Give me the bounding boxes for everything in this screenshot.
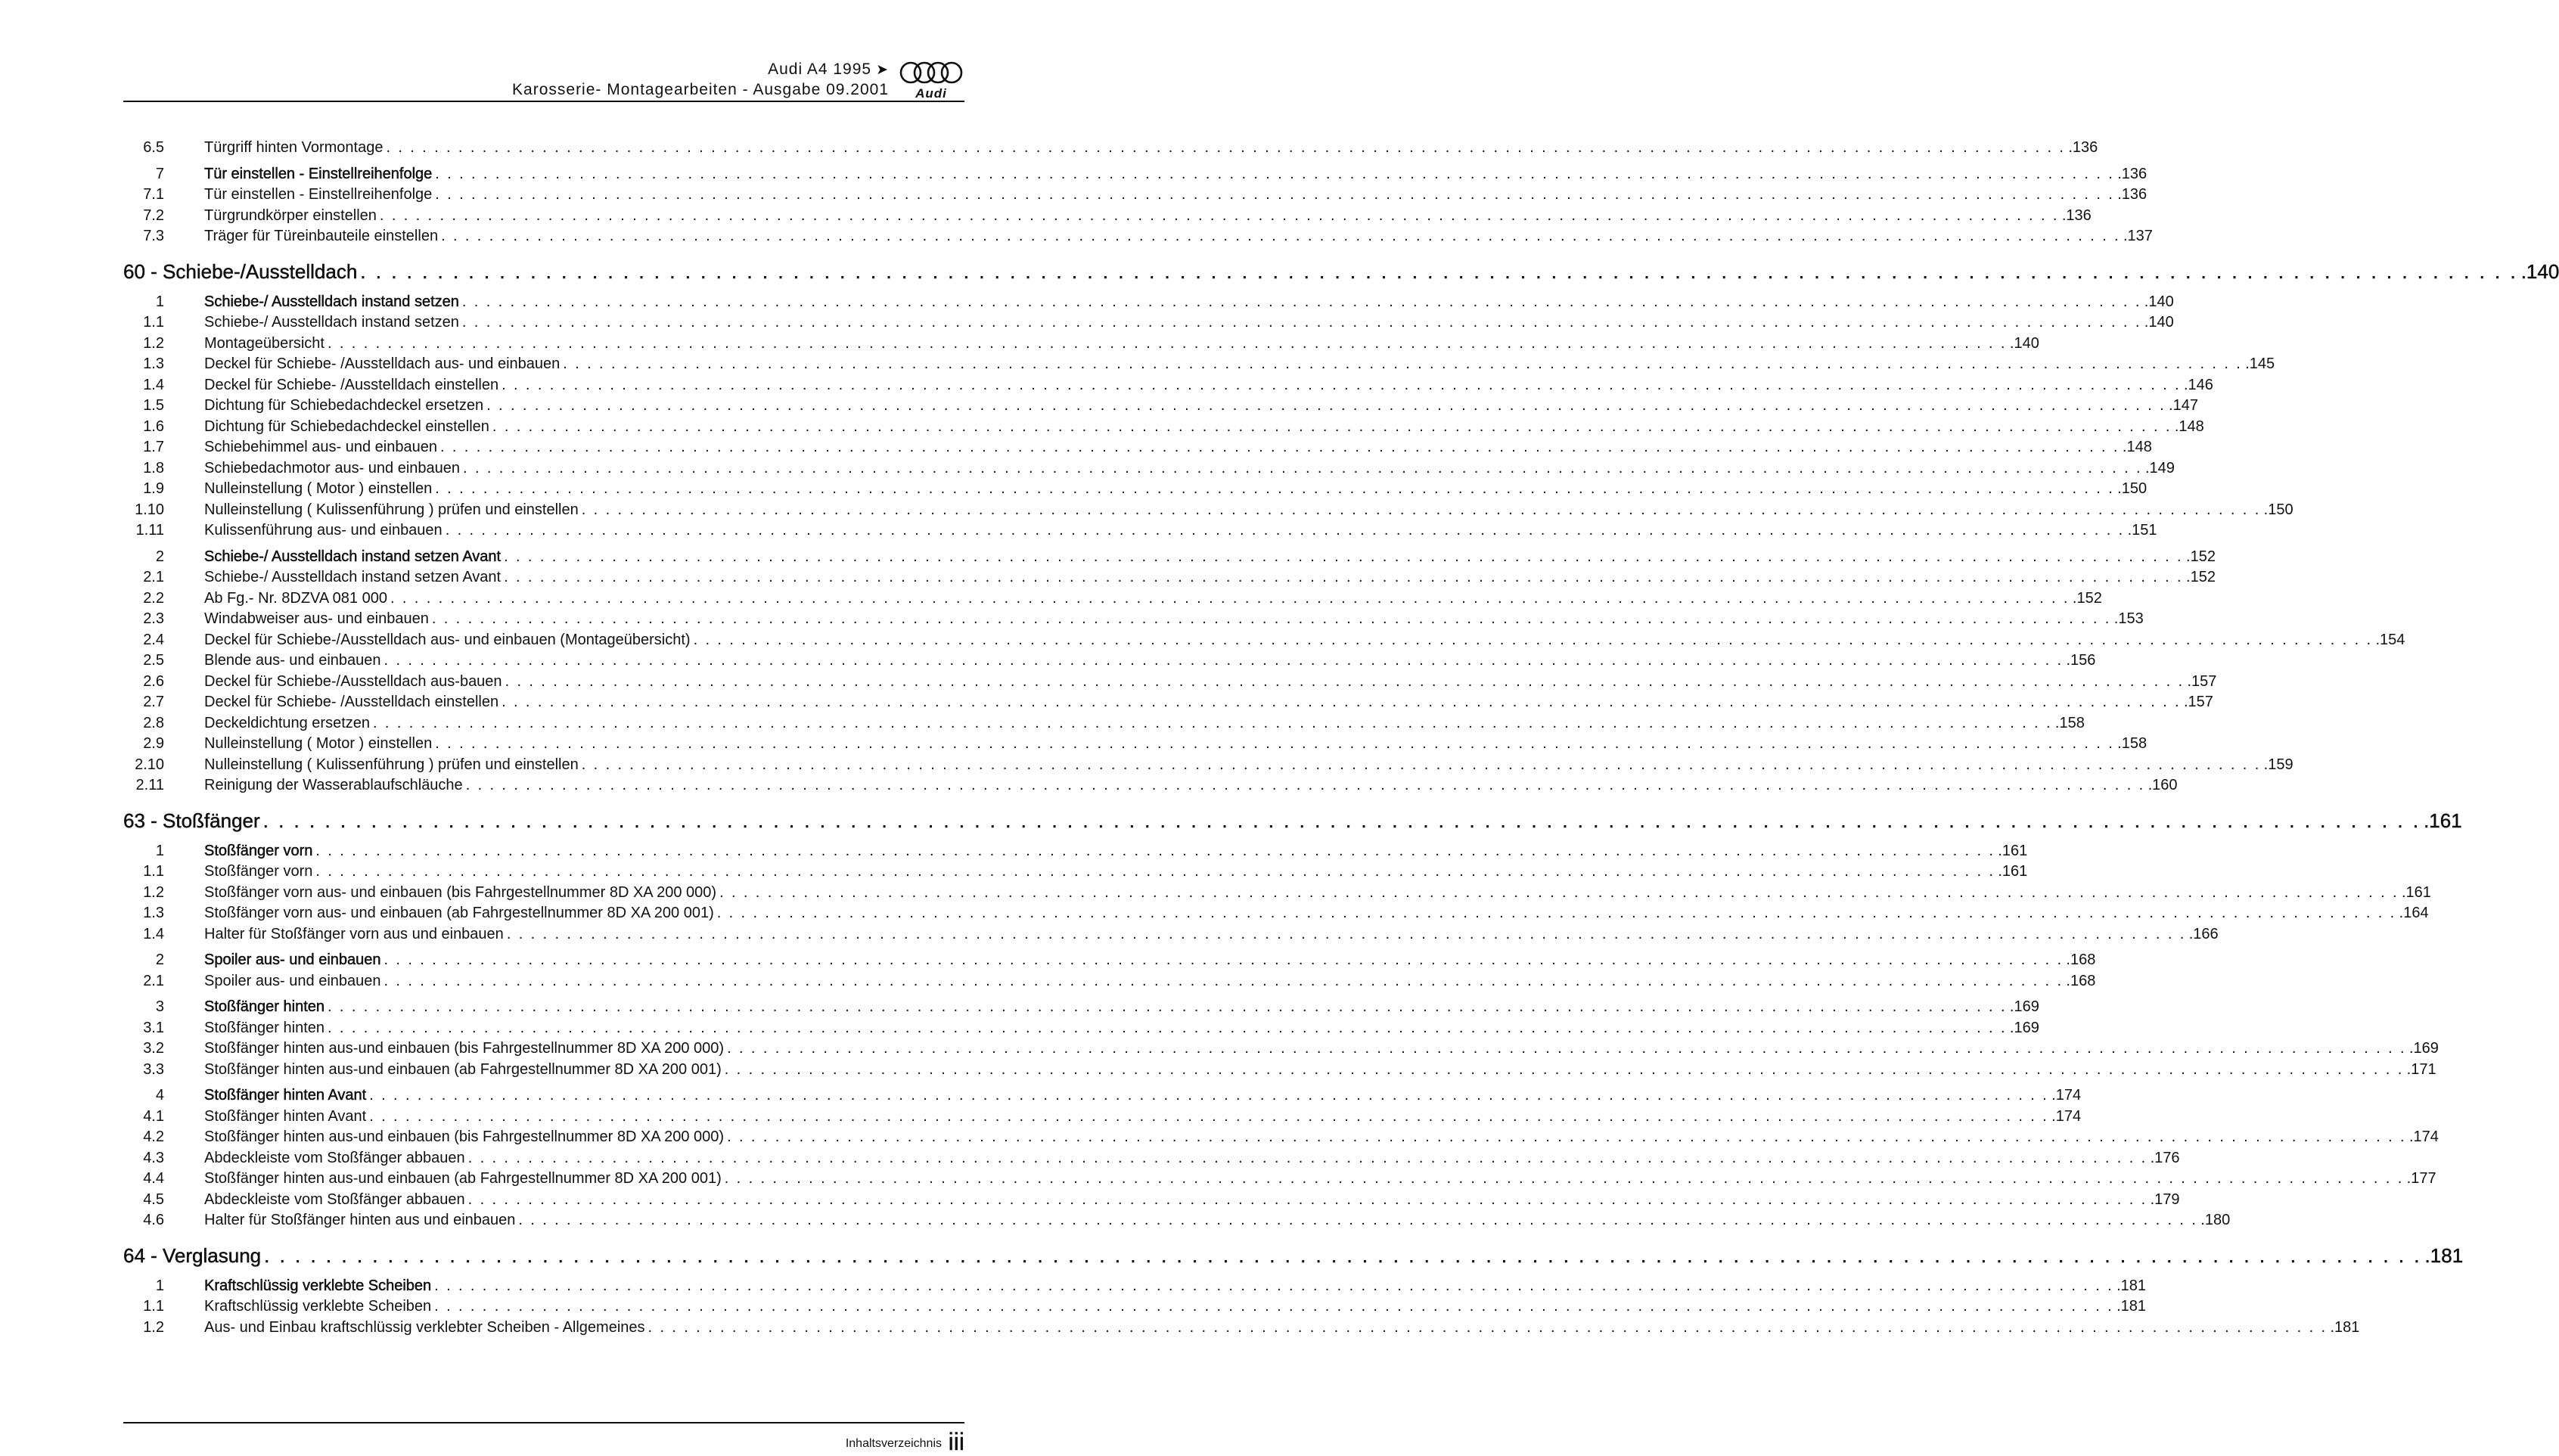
toc-title: Stoßfänger vorn aus- und einbauen (bis Fahrgestellnummer 8D XA 200 000) [204,883,717,901]
toc-page-number: .140 [2009,334,2039,352]
toc-title: Stoßfänger hinten aus-und einbauen (ab Fahrgestellnummer 8D XA 200 001) [204,1060,722,1078]
toc-title: Deckeldichtung ersetzen [204,714,371,731]
toc-entry[interactable] [123,588,2102,610]
toc-title: Spoiler aus- und einbauen [204,952,381,968]
toc-page-number: .174 [2051,1107,2082,1125]
toc-title: 60 - Schiebe-/Ausstelldach [123,259,358,283]
toc-page-number: .168 [2066,952,2096,968]
toc-title: Träger für Türeinbauteile einstellen [204,228,439,244]
toc-number: 1.3 [143,355,164,372]
toc-number: 1.9 [143,480,164,497]
toc-page-number: .140 [2144,314,2174,331]
toc-leader: . . . . . . . . . . . . . . . . . . . . . . . . . . . . . . . . . . . . . . . . . . . . . . . . . . . . . . . . . . . . . . . . . . . . . . . . . . . . . . . . . . . . . . . . . . . . . . . . . . . . . . . . . . . . . . . . . . . . . . . . . . . . . . . . . . . . . . . . . . . . [384,952,2064,968]
toc-entry[interactable] [123,1107,2082,1128]
toc-entry[interactable] [123,692,2213,713]
toc-page-number: .136 [2117,186,2148,203]
toc-page-number: .164 [2399,905,2429,921]
toc-number: 4.2 [143,1128,164,1145]
toc-entry[interactable] [123,437,2152,458]
toc-leader: . . . . . . . . . . . . . . . . . . . . . . . . . . . . . . . . . . . . . . . . . . . . . . . . . . . . . . . . . . . . . . . . . . . . . . . . . . . . . . . . . . . . . . . . . . . . . . . . . . . . . . . . . . . . . . . . . . . . . . . . . . . . . . . . . . . . . . . . . . . . [724,1060,2404,1078]
toc-title: Stoßfänger hinten [204,1019,325,1036]
toc-page-number: .152 [2186,548,2216,565]
toc-number: 4.4 [143,1170,164,1187]
toc-leader: . . . . . . . . . . . . . . . . . . . . . . . . . . . . . . . . . . . . . . . . . . . . . . . . . . . . . . . . . . . . . . . . . . . . . . . . . . . . . . . . . . . . . . . . . . . . . . . . . . . . . . . . . . . . . . . . . . . . . . . . . . . . . . . . . . . . . . . . . . . . [465,777,2145,793]
toc-section[interactable] [123,547,2216,568]
toc-section[interactable] [123,1085,2082,1107]
toc-entry[interactable] [123,1127,2439,1148]
toc-leader: . . . . . . . . . . . . . . . . . . . . . . . . . . . . . . . . . . . . . . . . . . . . . . . . . . . . . . . . . . . . . . . . . . . . . . . . . . . . . . . . . . . . . . . . . . . . . . . . . . . . . . . . . . . . . . . . . . . . . . . . . . . . . . . . . . . . . . . . . . . . [384,652,2064,669]
toc-number: 7.1 [143,186,164,203]
toc-entry[interactable] [123,609,2144,630]
toc-page-number: .158 [2117,735,2148,752]
toc-number: 1 [155,842,164,859]
toc-leader: . . . . . . . . . . . . . . . . . . . . . . . . . . . . . . . . . . . . . . . . . . . . . . . . . . . . . . . . . . . . . . . . . . . . . . . . . . . . . . . . . . . . . . . . . . . . . . . . . . . . . . . . . . . . . . . . . . . . . . . . . . . . . . . . . . . . . . . . . . . . [467,1149,2148,1166]
header-model-line [512,59,889,80]
toc-title: Stoßfänger vorn [204,863,313,880]
toc-title: Stoßfänger vorn [204,842,313,859]
toc-leader: . . . . . . . . . . . . . . . . . . . . . . . . . . . . . . . . . . . . . . . . . . . . . . . . . . . . . . . . . . . . . . . . . . . . . . . . . . . . . . . . . . . . . . . . . . . . . . . . . . . . . . . . . . . . . . . . . . . . . . . . . . . . . . . . . . . . . . . . . . . . [434,1298,2114,1315]
toc-page-number: .160 [2148,777,2178,793]
toc-title: 63 - Stoßfänger [123,809,260,832]
toc-title: Reinigung der Wasserablaufschläuche [204,777,463,793]
toc-leader: . . . . . . . . . . . . . . . . . . . . . . . . . . . . . . . . . . . . . . . . . . . . . . . . . . . . . . . . . . . . . . . . . . . . . . . . . . . . . . . . . . . . . . . . . . . . . . . . . . . . . . . . . . . . . . . . . . . . . . . . . . . . . . . . . . . . . . . . . . . . [264,1243,2422,1267]
toc-entry[interactable] [123,1060,2436,1081]
footer-rule [123,1422,964,1423]
toc-title: Schiebe-/ Ausstelldach instand setzen [204,314,459,331]
toc-title: Stoßfänger vorn aus- und einbauen (ab Fahrgestellnummer 8D XA 200 001) [204,905,714,921]
toc-number: 1.1 [143,863,164,880]
toc-entry[interactable] [123,375,2213,396]
toc-page-number: .136 [2117,165,2148,182]
toc-page-number: .166 [2188,925,2219,942]
toc-page-number: .149 [2144,459,2175,477]
toc-leader: . . . . . . . . . . . . . . . . . . . . . . . . . . . . . . . . . . . . . . . . . . . . . . . . . . . . . . . . . . . . . . . . . . . . . . . . . . . . . . . . . . . . . . . . . . . . . . . . . . . . . . . . . . . . . . . . . . . . . . . . . . . . . . . . . . . . . . . . . . . . [315,842,1995,859]
toc-page-number: .174 [2051,1087,2082,1104]
toc-page-number: .157 [2184,694,2213,710]
toc-title: Stoßfänger hinten aus-und einbauen (bis Fahrgestellnummer 8D XA 200 000) [204,1128,725,1145]
toc-entry[interactable] [123,971,2096,992]
toc-leader: . . . . . . . . . . . . . . . . . . . . . . . . . . . . . . . . . . . . . . . . . . . . . . . . . . . . . . . . . . . . . . . . . . . . . . . . . . . . . . . . . . . . . . . . . . . . . . . . . . . . . . . . . . . . . . . . . . . . . . . . . . . . . . . . . . . . . . . . . . . . [369,1087,2049,1104]
toc-title: Deckel für Schiebe-/Ausstelldach aus- und einbauen (Montageübersicht) [204,631,691,648]
toc-leader: . . . . . . . . . . . . . . . . . . . . . . . . . . . . . . . . . . . . . . . . . . . . . . . . . . . . . . . . . . . . . . . . . . . . . . . . . . . . . . . . . . . . . . . . . . . . . . . . . . . . . . . . . . . . . . . . . . . . . . . . . . . . . . . . . . . . . . . . . . . . [581,756,2261,773]
header-model: Audi A4 1995 [768,61,872,78]
toc-number: 2.7 [143,694,164,710]
toc-page-number: .136 [2068,139,2098,156]
toc-number: 2.11 [135,777,164,793]
toc-leader: . . . . . . . . . . . . . . . . . . . . . . . . . . . . . . . . . . . . . . . . . . . . . . . . . . . . . . . . . . . . . . . . . . . . . . . . . . . . . . . . . . . . . . . . . . . . . . . . . . . . . . . . . . . . . . . . . . . . . . . . . . . . . . . . . . . . . . . . . . . . [724,1170,2404,1187]
toc-leader: . . . . . . . . . . . . . . . . . . . . . . . . . . . . . . . . . . . . . . . . . . . . . . . . . . . . . . . . . . . . . . . . . . . . . . . . . . . . . . . . . . . . . . . . . . . . . . . . . . . . . . . . . . . . . . . . . . . . . . . . . . . . . . . . . . . . . . . . . . . . [463,459,2142,477]
toc-title: Halter für Stoßfänger hinten aus und einbauen [204,1212,516,1228]
arrow-icon: ➤ [876,62,889,78]
toc-leader: . . . . . . . . . . . . . . . . . . . . . . . . . . . . . . . . . . . . . . . . . . . . . . . . . . . . . . . . . . . . . . . . . . . . . . . . . . . . . . . . . . . . . . . . . . . . . . . . . . . . . . . . . . . . . . . . . . . . . . . . . . . . . . . . . . . . . . . . . . . . [716,905,2396,921]
toc-number: 2 [155,548,164,565]
toc-entry[interactable] [123,903,2429,924]
toc-page-number: .161 [2401,883,2431,901]
toc-leader: . . . . . . . . . . . . . . . . . . . . . . . . . . . . . . . . . . . . . . . . . . . . . . . . . . . . . . . . . . . . . . . . . . . . . . . . . . . . . . . . . . . . . . . . . . . . . . . . . . . . . . . . . . . . . . . . . . . . . . . . . . . . . . . . . . . . . . . . . . . . [435,735,2115,752]
toc-title: Schiebedachmotor aus- und einbauen [204,459,461,477]
table-of-contents [123,138,2559,1338]
toc-leader: . . . . . . . . . . . . . . . . . . . . . . . . . . . . . . . . . . . . . . . . . . . . . . . . . . . . . . . . . . . . . . . . . . . . . . . . . . . . . . . . . . . . . . . . . . . . . . . . . . . . . . . . . . . . . . . . . . . . . . . . . . . . . . . . . . . . . . . . . . . . [467,1191,2148,1208]
toc-number: 3.2 [143,1040,164,1057]
toc-number: 7.3 [143,228,164,244]
page-header [123,59,964,103]
toc-page-number: .171 [2406,1060,2436,1078]
toc-number: 2.1 [143,569,164,585]
toc-number: 2.5 [143,652,164,669]
toc-leader: . . . . . . . . . . . . . . . . . . . . . . . . . . . . . . . . . . . . . . . . . . . . . . . . . . . . . . . . . . . . . . . . . . . . . . . . . . . . . . . . . . . . . . . . . . . . . . . . . . . . . . . . . . . . . . . . . . . . . . . . . . . . . . . . . . . . . . . . . . . . [328,1019,2007,1036]
toc-title: Stoßfänger hinten aus-und einbauen (ab Fahrgestellnummer 8D XA 200 001) [204,1170,722,1187]
toc-title: Ab Fg.- Nr. 8DZVA 081 000 [204,589,387,607]
toc-leader: . . . . . . . . . . . . . . . . . . . . . . . . . . . . . . . . . . . . . . . . . . . . . . . . . . . . . . . . . . . . . . . . . . . . . . . . . . . . . . . . . . . . . . . . . . . . . . . . . . . . . . . . . . . . . . . . . . . . . . . . . . . . . . . . . . . . . . . . . . . . [384,972,2064,989]
toc-entry[interactable] [123,185,2148,206]
toc-leader: . . . . . . . . . . . . . . . . . . . . . . . . . . . . . . . . . . . . . . . . . . . . . . . . . . . . . . . . . . . . . . . . . . . . . . . . . . . . . . . . . . . . . . . . . . . . . . . . . . . . . . . . . . . . . . . . . . . . . . . . . . . . . . . . . . . . . . . . . . . . [435,165,2115,182]
toc-page-number: .158 [2054,714,2085,731]
toc-number: 2.3 [143,610,164,627]
toc-title: Schiebehimmel aus- und einbauen [204,439,437,455]
toc-page-number: .154 [2375,631,2405,648]
toc-page-number: .156 [2066,652,2096,669]
toc-title: Spoiler aus- und einbauen [204,972,381,989]
toc-number: 4.1 [143,1107,164,1125]
toc-page-number: .181 [2424,1243,2464,1267]
toc-number: 1 [155,293,164,310]
toc-title: Stoßfänger hinten Avant [204,1107,367,1125]
toc-page-number: .137 [2123,228,2153,244]
toc-page-number: .153 [2113,610,2144,627]
toc-page-number: .146 [2184,376,2213,393]
footer-title: Inhaltsverzeichnis [845,1437,942,1450]
toc-chapter[interactable] [123,256,2559,287]
toc-entry[interactable] [123,883,2431,904]
toc-entry[interactable] [123,1296,2146,1318]
toc-page-number: .181 [2330,1318,2360,1336]
toc-number: 1.11 [135,522,164,539]
toc-entry[interactable] [123,1148,2180,1169]
toc-page-number: .181 [2116,1277,2146,1294]
toc-number: 1.1 [143,314,164,331]
toc-page-number: .168 [2066,972,2096,989]
toc-number: 6.5 [143,139,164,156]
toc-page-number: .157 [2187,672,2217,690]
toc-leader: . . . . . . . . . . . . . . . . . . . . . . . . . . . . . . . . . . . . . . . . . . . . . . . . . . . . . . . . . . . . . . . . . . . . . . . . . . . . . . . . . . . . . . . . . . . . . . . . . . . . . . . . . . . . . . . . . . . . . . . . . . . . . . . . . . . . . . . . . . . . [379,206,2059,224]
toc-number: 2.9 [143,735,164,752]
toc-section[interactable] [123,841,2028,862]
toc-leader: . . . . . . . . . . . . . . . . . . . . . . . . . . . . . . . . . . . . . . . . . . . . . . . . . . . . . . . . . . . . . . . . . . . . . . . . . . . . . . . . . . . . . . . . . . . . . . . . . . . . . . . . . . . . . . . . . . . . . . . . . . . . . . . . . . . . . . . . . . . . [693,631,2373,648]
toc-page-number: .136 [2061,206,2092,224]
toc-number: 1.2 [143,1318,164,1336]
toc-page-number: .180 [2200,1212,2231,1228]
toc-page-number: .147 [2169,397,2198,414]
toc-leader: . . . . . . . . . . . . . . . . . . . . . . . . . . . . . . . . . . . . . . . . . . . . . . . . . . . . . . . . . . . . . . . . . . . . . . . . . . . . . . . . . . . . . . . . . . . . . . . . . . . . . . . . . . . . . . . . . . . . . . . . . . . . . . . . . . . . . . . . . . . . [461,314,2141,331]
toc-entry[interactable] [123,354,2275,375]
toc-entry[interactable] [123,775,2178,796]
toc-entry[interactable] [123,500,2293,521]
toc-page-number: .161 [1998,863,2028,880]
toc-number: 1.8 [143,459,164,477]
toc-page-number: .174 [2409,1128,2439,1145]
toc-entry[interactable] [123,630,2405,651]
toc-entry[interactable] [123,650,2096,672]
toc-entry[interactable] [123,206,2092,227]
toc-leader: . . . . . . . . . . . . . . . . . . . . . . . . . . . . . . . . . . . . . . . . . . . . . . . . . . . . . . . . . . . . . . . . . . . . . . . . . . . . . . . . . . . . . . . . . . . . . . . . . . . . . . . . . . . . . . . . . . . . . . . . . . . . . . . . . . . . . . . . . . . . [315,863,1995,880]
toc-leader: . . . . . . . . . . . . . . . . . . . . . . . . . . . . . . . . . . . . . . . . . . . . . . . . . . . . . . . . . . . . . . . . . . . . . . . . . . . . . . . . . . . . . . . . . . . . . . . . . . . . . . . . . . . . . . . . . . . . . . . . . . . . . . . . . . . . . . . . . . . . [360,259,2518,283]
toc-title: Deckel für Schiebe-/Ausstelldach aus-bauen [204,672,502,690]
toc-section[interactable] [123,292,2174,313]
toc-title: Tür einstellen - Einstellreihenfolge [204,186,433,203]
toc-title: Halter für Stoßfänger vorn aus und einbauen [204,925,504,942]
toc-leader: . . . . . . . . . . . . . . . . . . . . . . . . . . . . . . . . . . . . . . . . . . . . . . . . . . . . . . . . . . . . . . . . . . . . . . . . . . . . . . . . . . . . . . . . . . . . . . . . . . . . . . . . . . . . . . . . . . . . . . . . . . . . . . . . . . . . . . . . . . . . [506,925,2186,942]
toc-number: 2.6 [143,672,164,690]
toc-leader: . . . . . . . . . . . . . . . . . . . . . . . . . . . . . . . . . . . . . . . . . . . . . . . . . . . . . . . . . . . . . . . . . . . . . . . . . . . . . . . . . . . . . . . . . . . . . . . . . . . . . . . . . . . . . . . . . . . . . . . . . . . . . . . . . . . . . . . . . . . . [502,376,2181,393]
toc-title: Dichtung für Schiebedachdeckel ersetzen [204,397,484,414]
toc-number: 1.2 [143,334,164,352]
toc-page-number: .148 [2122,439,2152,455]
toc-number: 1.6 [143,418,164,435]
header-rule [123,101,964,102]
toc-title: Stoßfänger hinten aus-und einbauen (bis Fahrgestellnummer 8D XA 200 000) [204,1040,725,1057]
toc-title: Kulissenführung aus- und einbauen [204,522,443,539]
toc-title: Türgriff hinten Vormontage [204,139,384,156]
toc-page-number: .169 [2009,998,2039,1015]
toc-entry[interactable] [123,672,2217,693]
toc-entry[interactable] [123,334,2039,355]
toc-leader: . . . . . . . . . . . . . . . . . . . . . . . . . . . . . . . . . . . . . . . . . . . . . . . . . . . . . . . . . . . . . . . . . . . . . . . . . . . . . . . . . . . . . . . . . . . . . . . . . . . . . . . . . . . . . . . . . . . . . . . . . . . . . . . . . . . . . . . . . . . . [434,1277,2114,1294]
toc-title: Schiebe-/ Ausstelldach instand setzen Avant [204,548,502,565]
toc-section[interactable] [123,950,2096,971]
toc-title: Türgrundkörper einstellen [204,206,377,224]
toc-leader: . . . . . . . . . . . . . . . . . . . . . . . . . . . . . . . . . . . . . . . . . . . . . . . . . . . . . . . . . . . . . . . . . . . . . . . . . . . . . . . . . . . . . . . . . . . . . . . . . . . . . . . . . . . . . . . . . . . . . . . . . . . . . . . . . . . . . . . . . . . . [327,334,2007,352]
toc-title: Abdeckleiste vom Stoßfänger abbauen [204,1149,465,1166]
toc-entry[interactable] [123,479,2148,500]
toc-title: Deckel für Schiebe- /Ausstelldach einstellen [204,376,499,393]
toc-number: 1.10 [135,501,164,518]
toc-entry[interactable] [123,1210,2231,1231]
toc-entry[interactable] [123,417,2204,438]
toc-leader: . . . . . . . . . . . . . . . . . . . . . . . . . . . . . . . . . . . . . . . . . . . . . . . . . . . . . . . . . . . . . . . . . . . . . . . . . . . . . . . . . . . . . . . . . . . . . . . . . . . . . . . . . . . . . . . . . . . . . . . . . . . . . . . . . . . . . . . . . . . . [502,694,2181,710]
toc-entry[interactable] [123,396,2198,417]
toc-title: Stoßfänger hinten [204,998,325,1015]
toc-title: Tür einstellen - Einstellreihenfolge [204,165,433,182]
toc-number: 1.1 [143,1298,164,1315]
page-footer [123,1422,964,1455]
toc-entry[interactable] [123,520,2157,542]
toc-entry[interactable] [123,138,2098,159]
toc-title: Dichtung für Schiebedachdeckel einstellen [204,418,489,435]
toc-leader: . . . . . . . . . . . . . . . . . . . . . . . . . . . . . . . . . . . . . . . . . . . . . . . . . . . . . . . . . . . . . . . . . . . . . . . . . . . . . . . . . . . . . . . . . . . . . . . . . . . . . . . . . . . . . . . . . . . . . . . . . . . . . . . . . . . . . . . . . . . . [648,1318,2328,1336]
toc-number: 7.2 [143,206,164,224]
toc-entry[interactable] [123,861,2028,883]
toc-title: Schiebe-/ Ausstelldach instand setzen [204,293,459,310]
toc-leader: . . . . . . . . . . . . . . . . . . . . . . . . . . . . . . . . . . . . . . . . . . . . . . . . . . . . . . . . . . . . . . . . . . . . . . . . . . . . . . . . . . . . . . . . . . . . . . . . . . . . . . . . . . . . . . . . . . . . . . . . . . . . . . . . . . . . . . . . . . . . [445,522,2125,539]
toc-page-number: .148 [2174,418,2204,435]
toc-title: Montageübersicht [204,334,325,352]
footer-page-number: iii [948,1428,964,1455]
header-subtitle: Karosserie- Montagearbeiten - Ausgabe 09.2001 [512,81,889,98]
toc-title: Kraftschlüssig verklebte Scheiben [204,1277,432,1294]
toc-page-number: .179 [2150,1191,2180,1208]
toc-leader: . . . . . . . . . . . . . . . . . . . . . . . . . . . . . . . . . . . . . . . . . . . . . . . . . . . . . . . . . . . . . . . . . . . . . . . . . . . . . . . . . . . . . . . . . . . . . . . . . . . . . . . . . . . . . . . . . . . . . . . . . . . . . . . . . . . . . . . . . . . . [719,883,2399,901]
toc-title: Schiebe-/ Ausstelldach instand setzen Avant [204,569,502,585]
toc-number: 1.2 [143,883,164,901]
toc-number: 2.10 [135,756,164,773]
toc-leader: . . . . . . . . . . . . . . . . . . . . . . . . . . . . . . . . . . . . . . . . . . . . . . . . . . . . . . . . . . . . . . . . . . . . . . . . . . . . . . . . . . . . . . . . . . . . . . . . . . . . . . . . . . . . . . . . . . . . . . . . . . . . . . . . . . . . . . . . . . . . [435,186,2115,203]
toc-leader: . . . . . . . . . . . . . . . . . . . . . . . . . . . . . . . . . . . . . . . . . . . . . . . . . . . . . . . . . . . . . . . . . . . . . . . . . . . . . . . . . . . . . . . . . . . . . . . . . . . . . . . . . . . . . . . . . . . . . . . . . . . . . . . . . . . . . . . . . . . . [441,228,2120,244]
audi-logo [898,61,964,103]
toc-leader: . . . . . . . . . . . . . . . . . . . . . . . . . . . . . . . . . . . . . . . . . . . . . . . . . . . . . . . . . . . . . . . . . . . . . . . . . . . . . . . . . . . . . . . . . . . . . . . . . . . . . . . . . . . . . . . . . . . . . . . . . . . . . . . . . . . . . . . . . . . . [262,809,2421,832]
toc-number: 2 [155,952,164,968]
toc-number: 2.1 [143,972,164,989]
toc-leader: . . . . . . . . . . . . . . . . . . . . . . . . . . . . . . . . . . . . . . . . . . . . . . . . . . . . . . . . . . . . . . . . . . . . . . . . . . . . . . . . . . . . . . . . . . . . . . . . . . . . . . . . . . . . . . . . . . . . . . . . . . . . . . . . . . . . . . . . . . . . [518,1212,2198,1228]
toc-number: 1.3 [143,905,164,921]
toc-number: 3.3 [143,1060,164,1078]
toc-number: 2.4 [143,631,164,648]
toc-page-number: .150 [2117,480,2148,497]
toc-number: 4 [155,1087,164,1104]
toc-leader: . . . . . . . . . . . . . . . . . . . . . . . . . . . . . . . . . . . . . . . . . . . . . . . . . . . . . . . . . . . . . . . . . . . . . . . . . . . . . . . . . . . . . . . . . . . . . . . . . . . . . . . . . . . . . . . . . . . . . . . . . . . . . . . . . . . . . . . . . . . . [435,480,2115,497]
toc-page-number: .140 [2520,259,2559,283]
toc-title: Aus- und Einbau kraftschlüssig verklebter Scheiben - Allgemeines [204,1318,645,1336]
toc-entry[interactable] [123,312,2174,334]
toc-leader: . . . . . . . . . . . . . . . . . . . . . . . . . . . . . . . . . . . . . . . . . . . . . . . . . . . . . . . . . . . . . . . . . . . . . . . . . . . . . . . . . . . . . . . . . . . . . . . . . . . . . . . . . . . . . . . . . . . . . . . . . . . . . . . . . . . . . . . . . . . . [486,397,2166,414]
toc-page-number: .152 [2072,589,2102,607]
toc-leader: . . . . . . . . . . . . . . . . . . . . . . . . . . . . . . . . . . . . . . . . . . . . . . . . . . . . . . . . . . . . . . . . . . . . . . . . . . . . . . . . . . . . . . . . . . . . . . . . . . . . . . . . . . . . . . . . . . . . . . . . . . . . . . . . . . . . . . . . . . . . [505,672,2185,690]
toc-page-number: .151 [2127,522,2157,539]
toc-title: Abdeckleiste vom Stoßfänger abbauen [204,1191,465,1208]
toc-page-number: .169 [2009,1019,2039,1036]
toc-number: 1.7 [143,439,164,455]
toc-title: Deckel für Schiebe- /Ausstelldach aus- und einbauen [204,355,561,372]
toc-leader: . . . . . . . . . . . . . . . . . . . . . . . . . . . . . . . . . . . . . . . . . . . . . . . . . . . . . . . . . . . . . . . . . . . . . . . . . . . . . . . . . . . . . . . . . . . . . . . . . . . . . . . . . . . . . . . . . . . . . . . . . . . . . . . . . . . . . . . . . . . . [727,1128,2406,1145]
toc-page-number: .161 [1998,842,2028,859]
toc-title: Nulleinstellung ( Motor ) einstellen [204,735,433,752]
toc-number: 2.8 [143,714,164,731]
toc-page-number: .177 [2406,1170,2436,1187]
toc-number: 4.5 [143,1191,164,1208]
toc-section[interactable] [123,1276,2146,1297]
toc-entry[interactable] [123,1018,2039,1039]
toc-leader: . . . . . . . . . . . . . . . . . . . . . . . . . . . . . . . . . . . . . . . . . . . . . . . . . . . . . . . . . . . . . . . . . . . . . . . . . . . . . . . . . . . . . . . . . . . . . . . . . . . . . . . . . . . . . . . . . . . . . . . . . . . . . . . . . . . . . . . . . . . . [581,501,2261,518]
toc-leader: . . . . . . . . . . . . . . . . . . . . . . . . . . . . . . . . . . . . . . . . . . . . . . . . . . . . . . . . . . . . . . . . . . . . . . . . . . . . . . . . . . . . . . . . . . . . . . . . . . . . . . . . . . . . . . . . . . . . . . . . . . . . . . . . . . . . . . . . . . . . [492,418,2172,435]
toc-page-number: .176 [2150,1149,2180,1166]
toc-section[interactable] [123,997,2039,1018]
toc-title: Stoßfänger hinten Avant [204,1087,367,1104]
toc-leader: . . . . . . . . . . . . . . . . . . . . . . . . . . . . . . . . . . . . . . . . . . . . . . . . . . . . . . . . . . . . . . . . . . . . . . . . . . . . . . . . . . . . . . . . . . . . . . . . . . . . . . . . . . . . . . . . . . . . . . . . . . . . . . . . . . . . . . . . . . . . [328,998,2007,1015]
toc-number: 4.3 [143,1149,164,1166]
toc-entry[interactable] [123,458,2175,480]
toc-entry[interactable] [123,713,2085,734]
toc-entry[interactable] [123,1038,2439,1060]
toc-leader: . . . . . . . . . . . . . . . . . . . . . . . . . . . . . . . . . . . . . . . . . . . . . . . . . . . . . . . . . . . . . . . . . . . . . . . . . . . . . . . . . . . . . . . . . . . . . . . . . . . . . . . . . . . . . . . . . . . . . . . . . . . . . . . . . . . . . . . . . . . . [439,439,2120,455]
toc-chapter[interactable] [123,1240,2464,1271]
toc-leader: . . . . . . . . . . . . . . . . . . . . . . . . . . . . . . . . . . . . . . . . . . . . . . . . . . . . . . . . . . . . . . . . . . . . . . . . . . . . . . . . . . . . . . . . . . . . . . . . . . . . . . . . . . . . . . . . . . . . . . . . . . . . . . . . . . . . . . . . . . . . [373,714,2052,731]
toc-number: 1.4 [143,925,164,942]
toc-entry[interactable] [123,1169,2436,1190]
toc-page-number: .145 [2245,355,2275,372]
toc-number: 7 [155,165,164,182]
toc-number: 2.2 [143,589,164,607]
toc-page-number: .161 [2424,809,2462,832]
toc-entry[interactable] [123,924,2219,945]
audi-rings-icon [898,61,964,85]
toc-leader: . . . . . . . . . . . . . . . . . . . . . . . . . . . . . . . . . . . . . . . . . . . . . . . . . . . . . . . . . . . . . . . . . . . . . . . . . . . . . . . . . . . . . . . . . . . . . . . . . . . . . . . . . . . . . . . . . . . . . . . . . . . . . . . . . . . . . . . . . . . . [504,569,2184,585]
toc-page-number: .140 [2144,293,2174,310]
toc-page-number: .152 [2186,569,2216,585]
toc-title: Windabweiser aus- und einbauen [204,610,429,627]
toc-entry[interactable] [123,1190,2180,1211]
toc-number: 1.5 [143,397,164,414]
toc-number: 1.4 [143,376,164,393]
toc-number: 1 [155,1277,164,1294]
toc-title: Nulleinstellung ( Motor ) einstellen [204,480,433,497]
toc-entry[interactable] [123,567,2216,588]
toc-leader: . . . . . . . . . . . . . . . . . . . . . . . . . . . . . . . . . . . . . . . . . . . . . . . . . . . . . . . . . . . . . . . . . . . . . . . . . . . . . . . . . . . . . . . . . . . . . . . . . . . . . . . . . . . . . . . . . . . . . . . . . . . . . . . . . . . . . . . . . . . . [461,293,2141,310]
toc-leader: . . . . . . . . . . . . . . . . . . . . . . . . . . . . . . . . . . . . . . . . . . . . . . . . . . . . . . . . . . . . . . . . . . . . . . . . . . . . . . . . . . . . . . . . . . . . . . . . . . . . . . . . . . . . . . . . . . . . . . . . . . . . . . . . . . . . . . . . . . . . [563,355,2243,372]
toc-title: Kraftschlüssig verklebte Scheiben [204,1298,432,1315]
toc-entry[interactable] [123,226,2153,247]
toc-leader: . . . . . . . . . . . . . . . . . . . . . . . . . . . . . . . . . . . . . . . . . . . . . . . . . . . . . . . . . . . . . . . . . . . . . . . . . . . . . . . . . . . . . . . . . . . . . . . . . . . . . . . . . . . . . . . . . . . . . . . . . . . . . . . . . . . . . . . . . . . . [369,1107,2049,1125]
toc-entry[interactable] [123,755,2293,776]
toc-title: Blende aus- und einbauen [204,652,381,669]
toc-title: Nulleinstellung ( Kulissenführung ) prüfen und einstellen [204,501,579,518]
toc-leader: . . . . . . . . . . . . . . . . . . . . . . . . . . . . . . . . . . . . . . . . . . . . . . . . . . . . . . . . . . . . . . . . . . . . . . . . . . . . . . . . . . . . . . . . . . . . . . . . . . . . . . . . . . . . . . . . . . . . . . . . . . . . . . . . . . . . . . . . . . . . [431,610,2111,627]
toc-leader: . . . . . . . . . . . . . . . . . . . . . . . . . . . . . . . . . . . . . . . . . . . . . . . . . . . . . . . . . . . . . . . . . . . . . . . . . . . . . . . . . . . . . . . . . . . . . . . . . . . . . . . . . . . . . . . . . . . . . . . . . . . . . . . . . . . . . . . . . . . . [386,139,2066,156]
toc-leader: . . . . . . . . . . . . . . . . . . . . . . . . . . . . . . . . . . . . . . . . . . . . . . . . . . . . . . . . . . . . . . . . . . . . . . . . . . . . . . . . . . . . . . . . . . . . . . . . . . . . . . . . . . . . . . . . . . . . . . . . . . . . . . . . . . . . . . . . . . . . [504,548,2184,565]
toc-number: 4.6 [143,1212,164,1228]
audi-wordmark: Audi [915,86,947,101]
toc-entry[interactable] [123,1318,2360,1339]
toc-entry[interactable] [123,734,2148,755]
toc-title: Nulleinstellung ( Kulissenführung ) prüfen und einstellen [204,756,579,773]
toc-page-number: .169 [2409,1040,2439,1057]
toc-section[interactable] [123,164,2148,185]
toc-title: 64 - Verglasung [123,1243,262,1267]
toc-page-number: .159 [2263,756,2293,773]
header-text [512,59,889,100]
toc-page-number: .150 [2263,501,2293,518]
toc-number: 3 [155,998,164,1015]
toc-number: 3.1 [143,1019,164,1036]
toc-chapter[interactable] [123,806,2462,836]
toc-title: Deckel für Schiebe- /Ausstelldach einstellen [204,694,499,710]
toc-leader: . . . . . . . . . . . . . . . . . . . . . . . . . . . . . . . . . . . . . . . . . . . . . . . . . . . . . . . . . . . . . . . . . . . . . . . . . . . . . . . . . . . . . . . . . . . . . . . . . . . . . . . . . . . . . . . . . . . . . . . . . . . . . . . . . . . . . . . . . . . . [390,589,2070,607]
toc-page-number: .181 [2116,1298,2146,1315]
toc-leader: . . . . . . . . . . . . . . . . . . . . . . . . . . . . . . . . . . . . . . . . . . . . . . . . . . . . . . . . . . . . . . . . . . . . . . . . . . . . . . . . . . . . . . . . . . . . . . . . . . . . . . . . . . . . . . . . . . . . . . . . . . . . . . . . . . . . . . . . . . . . [727,1040,2406,1057]
